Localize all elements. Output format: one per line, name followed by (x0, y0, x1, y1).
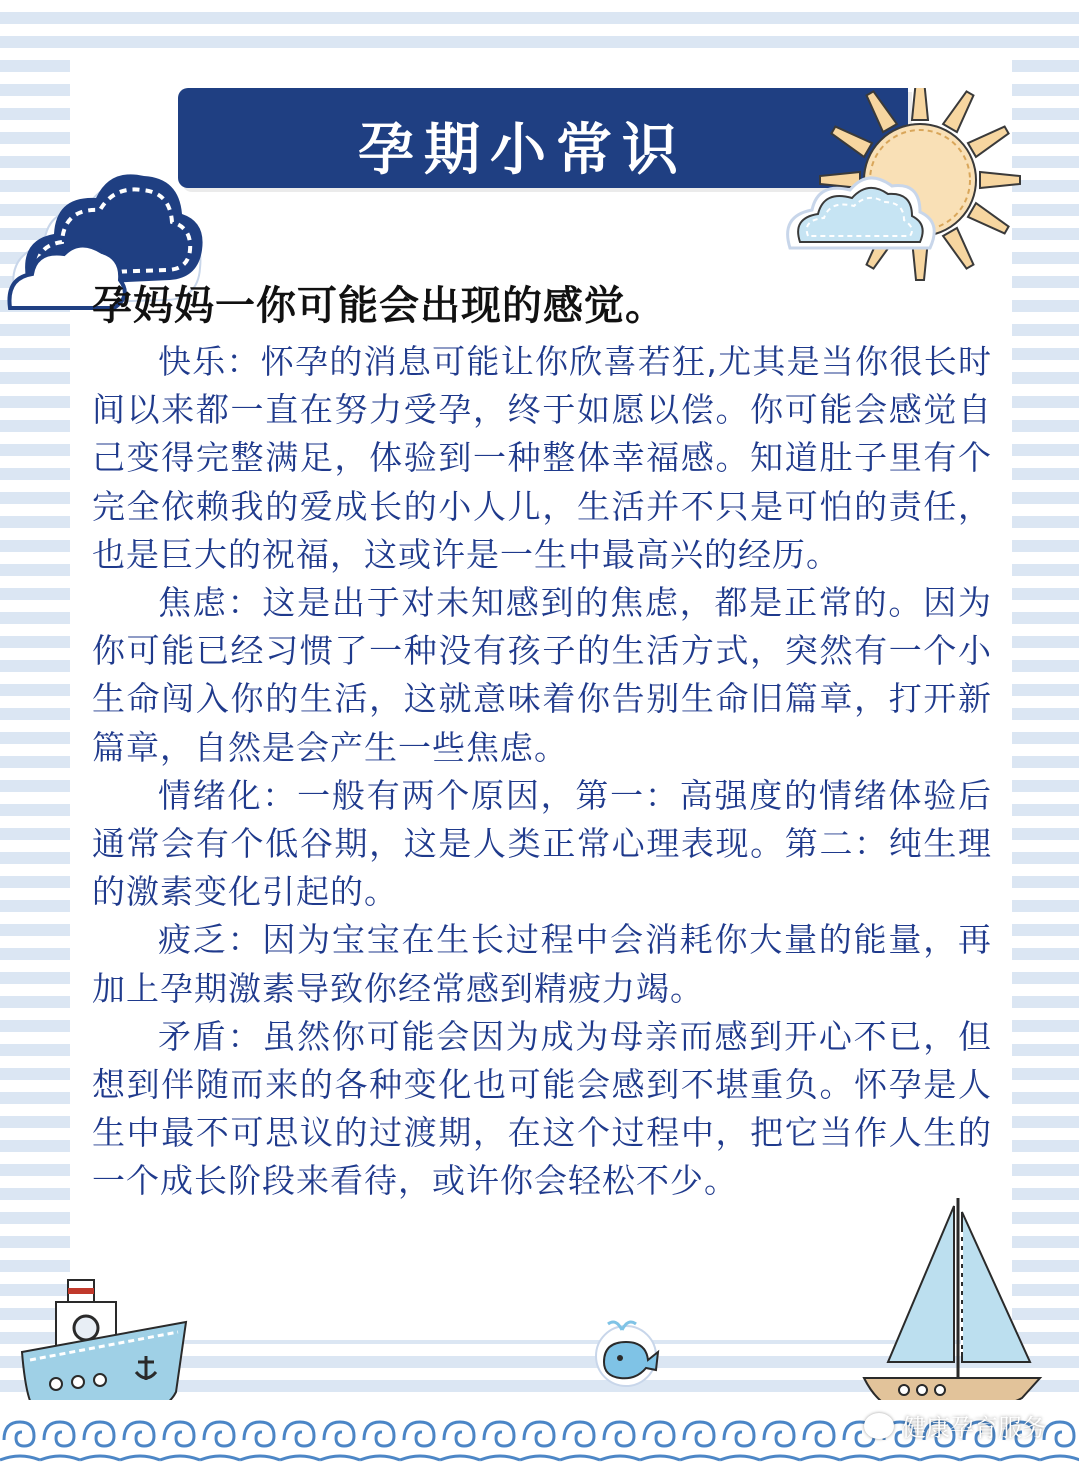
paragraph-fatigue: 疲乏：因为宝宝在生长过程中会消耗你大量的能量，再加上孕期激素导致你经常感到精疲力竭。 (92, 920, 992, 1008)
article-heading: 孕妈妈一你可能会出现的感觉。 (92, 283, 666, 329)
wechat-icon (864, 1413, 894, 1439)
whale-icon (586, 1310, 666, 1390)
watermark (864, 1408, 1046, 1443)
paragraph-conflict: 矛盾：虽然你可能会因为成为母亲而感到开心不已，但想到伴随而来的各种变化也可能会感到不堪重负。怀孕是人生中最不可思议的过渡期，在这个过程中，把它当作人生的一个成长阶段来看待，或许你会轻松不少。 (92, 1016, 992, 1201)
sun-icon (770, 88, 1030, 298)
paragraph-anxiety: 焦虑：这是出于对未知感到的焦虑，都是正常的。因为你可能已经习惯了一种没有孩子的生活方式，突然有一个小生命闯入你的生活，这就意味着你告别生命旧篇章，打开新篇章，自然是会产生一些焦虑。 (92, 583, 992, 767)
article (92, 280, 992, 1206)
sailboat-icon (858, 1192, 1048, 1414)
page-title: 孕期小常识 (358, 118, 688, 183)
paragraph-emotional: 情绪化：一般有两个原因，第一：高强度的情绪体验后通常会有个低谷期，这是人类正常心理表现。第二：纯生理的激素变化引起的。 (92, 775, 992, 912)
paragraph-happy: 快乐：怀孕的消息可能让你欣喜若狂,尤其是当你很长时间以来都一直在努力受孕，终于如愿以偿。你可能会感觉自己变得完整满足，体验到一种整体幸福感。知道肚子里有个完全依赖我的爱成长的小人儿，生活并不只是可怕的责任，也是巨大的祝福，这或许是一生中最高兴的经历。 (92, 342, 992, 574)
watermark-text: 健康孕育服务 (902, 1414, 1046, 1442)
